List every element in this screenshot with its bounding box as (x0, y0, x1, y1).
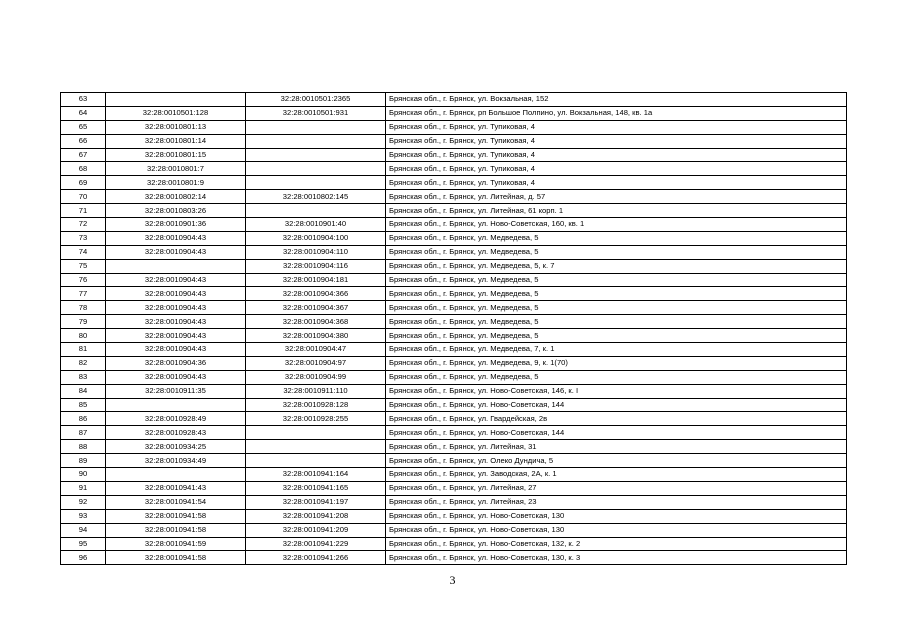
address-cell: Брянская обл., г. Брянск, ул. Ново-Советская, 130 (386, 523, 847, 537)
row-number-cell: 68 (61, 162, 106, 176)
object-cadastral-number-cell: 32:28:0010941:165 (246, 481, 386, 495)
table-row (61, 454, 847, 468)
row-number-cell: 92 (61, 495, 106, 509)
cadastral-number-cell: 32:28:0010911:35 (106, 384, 246, 398)
address-cell: Брянская обл., г. Брянск, ул. Тупиковая, 4 (386, 134, 847, 148)
address-cell: Брянская обл., г. Брянск, ул. Заводская, 2А, к. 1 (386, 468, 847, 482)
row-number-cell: 77 (61, 287, 106, 301)
row-number-cell: 88 (61, 440, 106, 454)
address-cell: Брянская обл., г. Брянск, ул. Олеко Дундича, 5 (386, 454, 847, 468)
row-number-cell: 82 (61, 356, 106, 370)
address-cell: Брянская обл., г. Брянск, ул. Медведева, 5 (386, 315, 847, 329)
cadastral-number-cell: 32:28:0010941:58 (106, 509, 246, 523)
row-number-cell: 70 (61, 190, 106, 204)
row-number-cell: 91 (61, 481, 106, 495)
row-number-cell: 95 (61, 537, 106, 551)
object-cadastral-number-cell: 32:28:0010928:255 (246, 412, 386, 426)
cadastral-number-cell: 32:28:0010801:9 (106, 176, 246, 190)
object-cadastral-number-cell: 32:28:0010941:229 (246, 537, 386, 551)
address-cell: Брянская обл., г. Брянск, ул. Медведева, 7, к. 1 (386, 343, 847, 357)
cadastral-number-cell: 32:28:0010904:43 (106, 370, 246, 384)
cadastral-number-cell: 32:28:0010801:7 (106, 162, 246, 176)
row-number-cell: 89 (61, 454, 106, 468)
cadastral-number-cell: 32:28:0010904:43 (106, 301, 246, 315)
row-number-cell: 85 (61, 398, 106, 412)
registry-table (60, 92, 847, 565)
row-number-cell: 76 (61, 273, 106, 287)
table-row (61, 106, 847, 120)
table-row (61, 412, 847, 426)
row-number-cell: 65 (61, 120, 106, 134)
table-row (61, 204, 847, 218)
table-row (61, 398, 847, 412)
table-row (61, 426, 847, 440)
object-cadastral-number-cell (246, 162, 386, 176)
row-number-cell: 72 (61, 218, 106, 232)
table-row (61, 356, 847, 370)
object-cadastral-number-cell: 32:28:0010501:2365 (246, 93, 386, 107)
address-cell: Брянская обл., г. Брянск, ул. Тупиковая, 4 (386, 176, 847, 190)
cadastral-number-cell: 32:28:0010904:43 (106, 273, 246, 287)
address-cell: Брянская обл., г. Брянск, ул. Ново-Советская, 146, к. I (386, 384, 847, 398)
address-cell: Брянская обл., г. Брянск, ул. Гвардейская, 2в (386, 412, 847, 426)
address-cell: Брянская обл., г. Брянск, ул. Литейная, 31 (386, 440, 847, 454)
address-cell: Брянская обл., г. Брянск, ул. Ново-Советская, 144 (386, 426, 847, 440)
address-cell: Брянская обл., г. Брянск, ул. Медведева, 5 (386, 231, 847, 245)
table-row (61, 551, 847, 565)
cadastral-number-cell: 32:28:0010904:43 (106, 287, 246, 301)
object-cadastral-number-cell: 32:28:0010941:164 (246, 468, 386, 482)
row-number-cell: 90 (61, 468, 106, 482)
object-cadastral-number-cell (246, 204, 386, 218)
table-row (61, 481, 847, 495)
object-cadastral-number-cell: 32:28:0010904:100 (246, 231, 386, 245)
object-cadastral-number-cell (246, 134, 386, 148)
table-row (61, 93, 847, 107)
cadastral-number-cell: 32:28:0010904:43 (106, 329, 246, 343)
address-cell: Брянская обл., г. Брянск, ул. Ново-Советская, 132, к. 2 (386, 537, 847, 551)
cadastral-number-cell: 32:28:0010934:25 (106, 440, 246, 454)
cadastral-number-cell: 32:28:0010904:43 (106, 231, 246, 245)
object-cadastral-number-cell (246, 120, 386, 134)
table-row (61, 343, 847, 357)
table-row (61, 537, 847, 551)
cadastral-number-cell (106, 468, 246, 482)
table-row (61, 218, 847, 232)
table-row (61, 245, 847, 259)
address-cell: Брянская обл., г. Брянск, ул. Медведева, 5 (386, 301, 847, 315)
address-cell: Брянская обл., г. Брянск, ул. Ново-Советская, 130 (386, 509, 847, 523)
address-cell: Брянская обл., г. Брянск, ул. Литейная, д. 57 (386, 190, 847, 204)
object-cadastral-number-cell: 32:28:0010928:128 (246, 398, 386, 412)
table-row (61, 148, 847, 162)
object-cadastral-number-cell: 32:28:0010904:47 (246, 343, 386, 357)
cadastral-number-cell: 32:28:0010928:43 (106, 426, 246, 440)
table-row (61, 287, 847, 301)
object-cadastral-number-cell: 32:28:0010904:380 (246, 329, 386, 343)
table-row (61, 176, 847, 190)
table-row (61, 468, 847, 482)
object-cadastral-number-cell: 32:28:0010941:197 (246, 495, 386, 509)
cadastral-number-cell: 32:28:0010801:15 (106, 148, 246, 162)
cadastral-number-cell: 32:28:0010941:59 (106, 537, 246, 551)
table-row (61, 231, 847, 245)
address-cell: Брянская обл., г. Брянск, ул. Вокзальная, 152 (386, 93, 847, 107)
address-cell: Брянская обл., г. Брянск, ул. Ново-Советская, 144 (386, 398, 847, 412)
cadastral-number-cell: 32:28:0010501:128 (106, 106, 246, 120)
address-cell: Брянская обл., г. Брянск, ул. Тупиковая, 4 (386, 148, 847, 162)
row-number-cell: 79 (61, 315, 106, 329)
table-row (61, 273, 847, 287)
address-cell: Брянская обл., г. Брянск, ул. Медведева, 5 (386, 287, 847, 301)
table-row (61, 134, 847, 148)
page-number: 3 (449, 573, 456, 587)
address-cell: Брянская обл., г. Брянск, ул. Медведева, 5 (386, 370, 847, 384)
address-cell: Брянская обл., г. Брянск, ул. Тупиковая, 4 (386, 162, 847, 176)
registry-table-body (61, 93, 847, 565)
cadastral-number-cell: 32:28:0010904:43 (106, 315, 246, 329)
object-cadastral-number-cell: 32:28:0010802:145 (246, 190, 386, 204)
cadastral-number-cell: 32:28:0010941:54 (106, 495, 246, 509)
row-number-cell: 81 (61, 343, 106, 357)
address-cell: Брянская обл., г. Брянск, ул. Литейная, 61 корп. 1 (386, 204, 847, 218)
address-cell: Брянская обл., г. Брянск, ул. Медведева, 5 (386, 245, 847, 259)
table-row (61, 259, 847, 273)
cadastral-number-cell: 32:28:0010904:43 (106, 245, 246, 259)
table-row (61, 370, 847, 384)
object-cadastral-number-cell: 32:28:0010941:209 (246, 523, 386, 537)
cadastral-number-cell: 32:28:0010904:43 (106, 343, 246, 357)
cadastral-number-cell: 32:28:0010904:36 (106, 356, 246, 370)
address-cell: Брянская обл., г. Брянск, ул. Ново-Советская, 130, к. 3 (386, 551, 847, 565)
row-number-cell: 93 (61, 509, 106, 523)
object-cadastral-number-cell: 32:28:0010501:931 (246, 106, 386, 120)
table-row (61, 162, 847, 176)
address-cell: Брянская обл., г. Брянск, рп Большое Полпино, ул. Вокзальная, 148, кв. 1а (386, 106, 847, 120)
object-cadastral-number-cell: 32:28:0010904:116 (246, 259, 386, 273)
row-number-cell: 87 (61, 426, 106, 440)
cadastral-number-cell: 32:28:0010802:14 (106, 190, 246, 204)
address-cell: Брянская обл., г. Брянск, ул. Медведева, 5, к. 7 (386, 259, 847, 273)
table-row (61, 301, 847, 315)
object-cadastral-number-cell: 32:28:0010904:110 (246, 245, 386, 259)
table-row (61, 384, 847, 398)
object-cadastral-number-cell: 32:28:0010941:208 (246, 509, 386, 523)
table-row (61, 120, 847, 134)
row-number-cell: 86 (61, 412, 106, 426)
object-cadastral-number-cell: 32:28:0010901:40 (246, 218, 386, 232)
object-cadastral-number-cell (246, 440, 386, 454)
cadastral-number-cell: 32:28:0010941:58 (106, 551, 246, 565)
cadastral-number-cell: 32:28:0010934:49 (106, 454, 246, 468)
object-cadastral-number-cell: 32:28:0010911:110 (246, 384, 386, 398)
row-number-cell: 75 (61, 259, 106, 273)
row-number-cell: 84 (61, 384, 106, 398)
row-number-cell: 73 (61, 231, 106, 245)
cadastral-number-cell: 32:28:0010801:14 (106, 134, 246, 148)
address-cell: Брянская обл., г. Брянск, ул. Медведева, 5 (386, 273, 847, 287)
object-cadastral-number-cell: 32:28:0010904:366 (246, 287, 386, 301)
cadastral-number-cell: 32:28:0010928:49 (106, 412, 246, 426)
cadastral-number-cell: 32:28:0010901:36 (106, 218, 246, 232)
cadastral-number-cell: 32:28:0010941:58 (106, 523, 246, 537)
row-number-cell: 64 (61, 106, 106, 120)
table-row (61, 523, 847, 537)
cadastral-number-cell (106, 398, 246, 412)
cadastral-number-cell: 32:28:0010941:43 (106, 481, 246, 495)
cadastral-number-cell (106, 259, 246, 273)
table-row (61, 329, 847, 343)
table-row (61, 509, 847, 523)
object-cadastral-number-cell: 32:28:0010904:181 (246, 273, 386, 287)
table-row (61, 315, 847, 329)
object-cadastral-number-cell (246, 148, 386, 162)
address-cell: Брянская обл., г. Брянск, ул. Тупиковая, 4 (386, 120, 847, 134)
row-number-cell: 66 (61, 134, 106, 148)
address-cell: Брянская обл., г. Брянск, ул. Ново-Советская, 160, кв. 1 (386, 218, 847, 232)
cadastral-number-cell: 32:28:0010803:26 (106, 204, 246, 218)
row-number-cell: 94 (61, 523, 106, 537)
row-number-cell: 83 (61, 370, 106, 384)
address-cell: Брянская обл., г. Брянск, ул. Медведева, 5 (386, 329, 847, 343)
row-number-cell: 80 (61, 329, 106, 343)
row-number-cell: 71 (61, 204, 106, 218)
object-cadastral-number-cell: 32:28:0010904:368 (246, 315, 386, 329)
cadastral-number-cell (106, 93, 246, 107)
row-number-cell: 67 (61, 148, 106, 162)
table-row (61, 495, 847, 509)
object-cadastral-number-cell: 32:28:0010904:367 (246, 301, 386, 315)
object-cadastral-number-cell: 32:28:0010904:97 (246, 356, 386, 370)
address-cell: Брянская обл., г. Брянск, ул. Медведева, 9, к. 1(70) (386, 356, 847, 370)
row-number-cell: 78 (61, 301, 106, 315)
row-number-cell: 96 (61, 551, 106, 565)
row-number-cell: 74 (61, 245, 106, 259)
table-row (61, 440, 847, 454)
address-cell: Брянская обл., г. Брянск, ул. Литейная, 23 (386, 495, 847, 509)
object-cadastral-number-cell: 32:28:0010941:266 (246, 551, 386, 565)
table-row (61, 190, 847, 204)
address-cell: Брянская обл., г. Брянск, ул. Литейная, 27 (386, 481, 847, 495)
object-cadastral-number-cell: 32:28:0010904:99 (246, 370, 386, 384)
row-number-cell: 63 (61, 93, 106, 107)
row-number-cell: 69 (61, 176, 106, 190)
object-cadastral-number-cell (246, 176, 386, 190)
object-cadastral-number-cell (246, 454, 386, 468)
object-cadastral-number-cell (246, 426, 386, 440)
cadastral-number-cell: 32:28:0010801:13 (106, 120, 246, 134)
